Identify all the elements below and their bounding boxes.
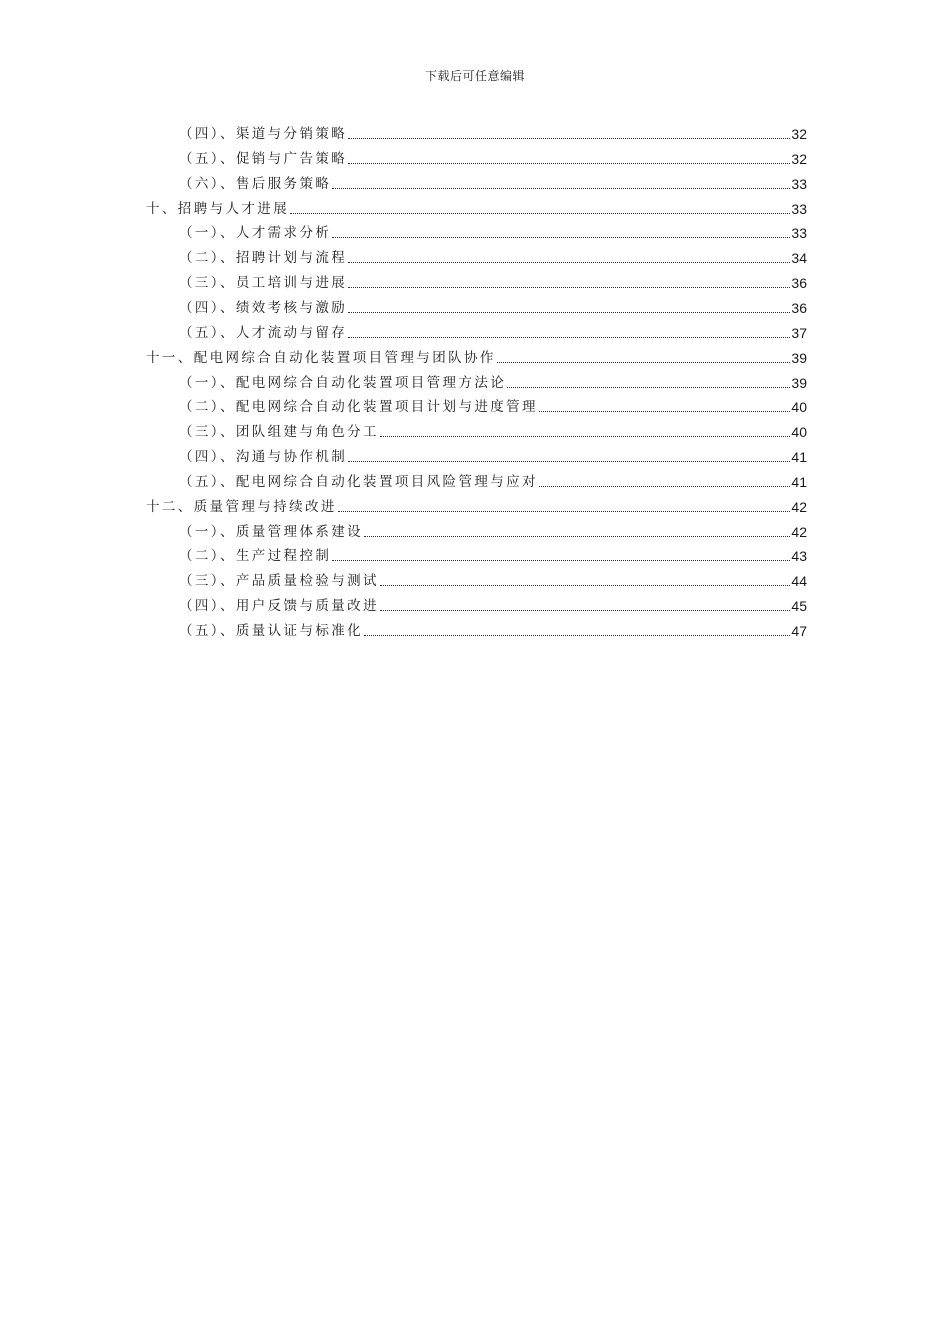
- toc-entry-title: （三）、产品质量检验与测试: [179, 573, 379, 590]
- toc-dot-leader: [348, 262, 790, 263]
- page-header: 下载后可任意编辑: [424, 69, 525, 83]
- toc-dot-leader: [348, 461, 790, 462]
- toc-entry-title: （五）、人才流动与留存: [179, 324, 348, 341]
- toc-page-number: 34: [791, 250, 807, 267]
- toc-page-number: 33: [791, 175, 807, 192]
- toc-section-entry[interactable]: [179, 298, 807, 318]
- toc-dot-leader: [539, 486, 790, 487]
- toc-section-entry[interactable]: [179, 248, 807, 268]
- toc-dot-leader: [332, 237, 790, 238]
- toc-section-entry[interactable]: [179, 571, 807, 591]
- toc-section-entry[interactable]: [179, 621, 807, 641]
- toc-chapter-entry[interactable]: [146, 348, 807, 368]
- toc-page-number: 32: [791, 126, 807, 142]
- toc-page-number: 42: [791, 523, 807, 540]
- toc-section-entry[interactable]: [179, 422, 807, 442]
- toc-page-number: 40: [791, 424, 807, 441]
- toc-entry-title: 十、招聘与人才进展: [146, 200, 290, 217]
- toc-entry-title: （六）、售后服务策略: [179, 175, 332, 192]
- toc-section-entry[interactable]: [179, 397, 807, 417]
- toc-dot-leader: [348, 312, 790, 313]
- toc-entry-title: （二）、招聘计划与流程: [179, 250, 348, 267]
- toc-entry-title: （五）、促销与广告策略: [179, 150, 348, 167]
- toc-page-number: 36: [791, 299, 807, 316]
- toc-dot-leader: [290, 213, 790, 214]
- toc-entry-title: （五）、配电网综合自动化装置项目风险管理与应对: [179, 473, 538, 490]
- toc-chapter-entry[interactable]: [146, 199, 807, 219]
- toc-dot-leader: [348, 337, 790, 338]
- toc-section-entry[interactable]: [179, 546, 807, 566]
- toc-dot-leader: [507, 387, 790, 388]
- toc-page-number: 39: [791, 374, 807, 391]
- toc-entry-title: （三）、团队组建与角色分工: [179, 424, 379, 441]
- toc-chapter-entry[interactable]: [146, 497, 807, 517]
- toc-entry-title: （一）、人才需求分析: [179, 225, 332, 242]
- toc-section-entry[interactable]: [179, 124, 807, 144]
- toc-section-entry[interactable]: [179, 223, 807, 243]
- toc-page-number: 42: [791, 498, 807, 515]
- toc-page-number: 33: [791, 225, 807, 242]
- toc-dot-leader: [539, 411, 790, 412]
- toc-page-number: 44: [791, 573, 807, 590]
- toc-page-number: 36: [791, 275, 807, 292]
- toc-section-entry[interactable]: [179, 149, 807, 169]
- toc-entry-title: （二）、配电网综合自动化装置项目计划与进度管理: [179, 399, 538, 416]
- toc-section-entry[interactable]: [179, 596, 807, 616]
- toc-entry-title: 十二、质量管理与持续改进: [146, 498, 337, 515]
- toc-page-number: 41: [791, 473, 807, 490]
- toc-entry-title: （五）、质量认证与标准化: [179, 623, 364, 639]
- toc-dot-leader: [380, 585, 790, 586]
- toc-dot-leader: [332, 560, 790, 561]
- toc-entry-title: （三）、员工培训与进展: [179, 275, 348, 292]
- toc-section-entry[interactable]: [179, 472, 807, 492]
- toc-entry-title: （四）、绩效考核与激励: [179, 299, 348, 316]
- toc-dot-leader: [348, 138, 790, 139]
- toc-page-number: 32: [791, 150, 807, 167]
- toc-dot-leader: [364, 635, 790, 636]
- toc-dot-leader: [497, 362, 791, 363]
- toc-page-number: 47: [791, 623, 807, 639]
- toc-dot-leader: [338, 511, 791, 512]
- toc-entry-title: （四）、用户反馈与质量改进: [179, 598, 379, 615]
- toc-entry-title: （一）、配电网综合自动化装置项目管理方法论: [179, 374, 507, 391]
- toc-entry-title: 十一、配电网综合自动化装置项目管理与团队协作: [146, 349, 496, 366]
- toc-section-entry[interactable]: [179, 447, 807, 467]
- toc-dot-leader: [332, 188, 790, 189]
- toc-dot-leader: [380, 436, 790, 437]
- toc-page-number: 45: [791, 598, 807, 615]
- toc-entry-title: （四）、渠道与分销策略: [179, 126, 348, 142]
- toc-section-entry[interactable]: [179, 373, 807, 393]
- toc-dot-leader: [348, 163, 790, 164]
- toc-entry-title: （二）、生产过程控制: [179, 548, 332, 565]
- toc-page-number: 39: [791, 349, 807, 366]
- toc-page-number: 40: [791, 399, 807, 416]
- toc-entry-title: （一）、质量管理体系建设: [179, 523, 364, 540]
- toc-page-number: 33: [791, 200, 807, 217]
- toc-dot-leader: [380, 610, 790, 611]
- toc-page-number: 37: [791, 324, 807, 341]
- toc-section-entry[interactable]: [179, 273, 807, 293]
- toc-section-entry[interactable]: [179, 174, 807, 194]
- toc-page-number: 41: [791, 449, 807, 466]
- toc-section-entry[interactable]: [179, 323, 807, 343]
- toc-dot-leader: [348, 287, 790, 288]
- toc-section-entry[interactable]: [179, 522, 807, 542]
- toc-dot-leader: [364, 536, 790, 537]
- toc-entry-title: （四）、沟通与协作机制: [179, 449, 348, 466]
- toc-page-number: 43: [791, 548, 807, 565]
